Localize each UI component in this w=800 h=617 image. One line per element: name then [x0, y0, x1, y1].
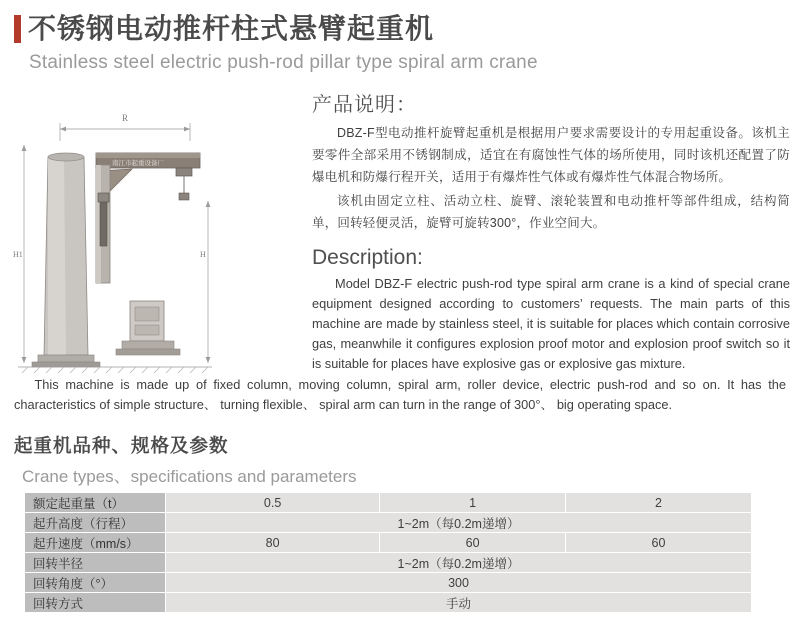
table-row	[25, 493, 752, 513]
figure-label-top: R	[122, 113, 129, 123]
dimension-h	[206, 201, 211, 363]
table-row	[25, 573, 752, 593]
table-cell: 1~2m（每0.2m递增）	[166, 513, 752, 533]
figure-label-left: H1	[13, 250, 23, 259]
page-title	[14, 14, 784, 45]
table-row-label: 回转方式	[25, 593, 166, 613]
brand-text: 南江市起重设备厂	[112, 160, 164, 167]
table-row	[25, 513, 752, 533]
table-cell: 60	[380, 533, 566, 553]
spec-heading-zh: 起重机品种、规格及参数	[14, 435, 229, 456]
spec-section-header	[14, 432, 357, 487]
spec-table	[24, 492, 752, 613]
spec-table-body	[25, 493, 752, 613]
trolley	[176, 168, 192, 176]
product-heading-zh: 产品说明：	[312, 94, 417, 116]
product-heading-en: Description:	[312, 246, 423, 270]
table-row-label: 回转角度（°）	[25, 573, 166, 593]
title-accent-bar	[14, 15, 21, 43]
table-row-label: 回转半径	[25, 553, 166, 573]
table-cell: 1~2m（每0.2m递增）	[166, 553, 752, 573]
product-paragraph-2: 该机由固定立柱、活动立柱、旋臂、滚轮装置和电动推杆等部件组成，结构简单，回转轻便灵活，旋臂可旋转300°，作业空间大。	[312, 193, 790, 230]
table-cell: 80	[166, 533, 380, 553]
table-cell: 0.5	[166, 493, 380, 513]
product-paragraph-en: Model DBZ-F electric push-rod type spiral arm crane is a kind of special crane equipment designed according to customers’ requests. The main parts of this machine are made by stainless steel, it is suitable for places which contain corrosive gas, meanwhile it configures explosion proof motor and explosion proof switch so it is suitable for places have explosive gas or explosive gas mixture.	[312, 276, 790, 371]
summary-paragraph-text: This machine is made up of fixed column, moving column, spiral arm, roller device, electric push-rod and so on. It has the characteristics of simple structure、 turning flexible、 spiral arm can turn in the range of 300°、 big operating space.	[14, 377, 786, 413]
product-paragraph-1: DBZ-F型电动推杆旋臂起重机是根据用户要求需要设计的专用起重设备。该机主要零件全部采用不锈钢制成，适宜在有腐蚀性气体的场所使用，同时该机还配置了防爆电机和防爆行程开关，适用于有爆炸性气体或有爆炸性气体混合物场所。	[312, 126, 790, 184]
table-row	[25, 553, 752, 573]
table-cell: 2	[566, 493, 752, 513]
page-header	[14, 14, 784, 74]
table-row	[25, 593, 752, 613]
page-title-text: 不锈钢电动推杆柱式悬臂起重机	[28, 13, 435, 44]
base-plate	[38, 355, 94, 362]
table-cell: 手动	[166, 593, 752, 613]
page-subtitle: Stainless steel electric push-rod pillar type spiral arm crane	[29, 51, 538, 73]
table-row-label: 起升速度（mm/s）	[25, 533, 166, 553]
table-row	[25, 533, 752, 553]
figure-label-right: H	[200, 250, 206, 259]
summary-paragraph	[14, 375, 786, 416]
product-description	[312, 88, 790, 374]
spec-heading-en: Crane types、specifications and parameters	[22, 467, 357, 486]
table-row-label: 额定起重量（t）	[25, 493, 166, 513]
table-cell: 60	[566, 533, 752, 553]
table-cell: 1	[380, 493, 566, 513]
table-row-label: 起升高度（行程）	[25, 513, 166, 533]
hook-block	[179, 193, 189, 200]
dimension-r	[60, 123, 190, 141]
table-cell: 300	[166, 573, 752, 593]
crane-diagram	[12, 105, 297, 375]
push-rod	[100, 200, 107, 246]
